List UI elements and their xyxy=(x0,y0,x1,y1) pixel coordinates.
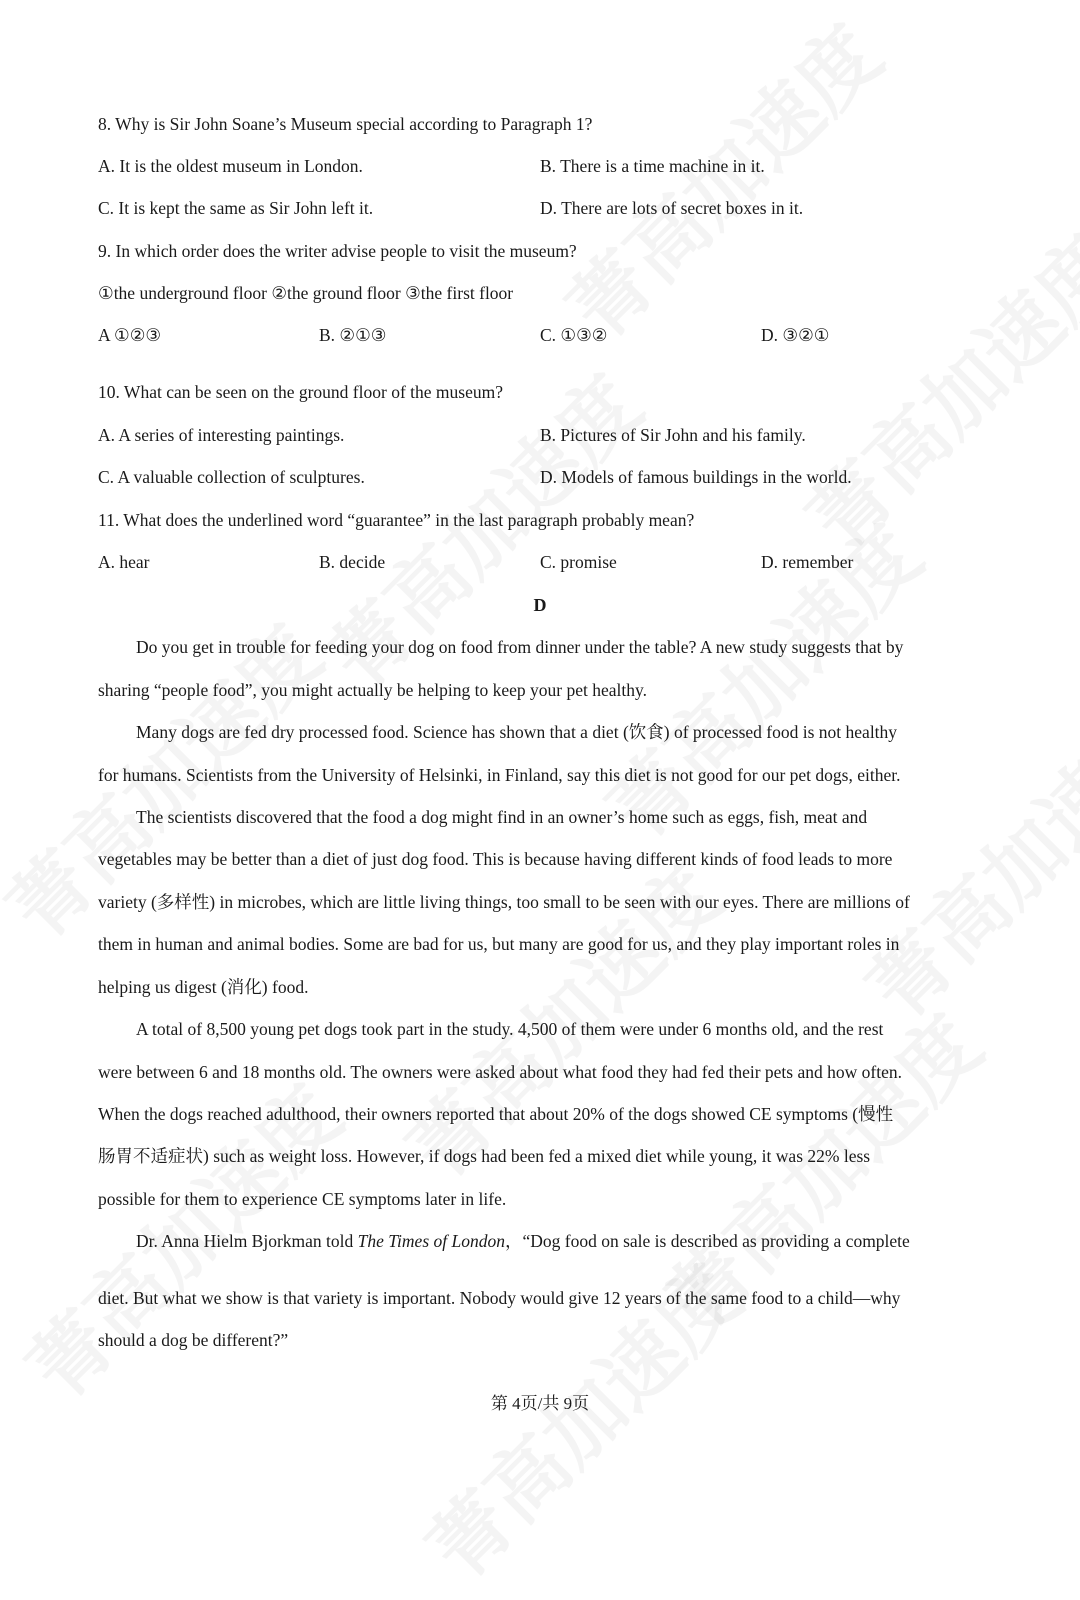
q9-option-d: D. ③②① xyxy=(761,325,830,345)
passage-line: variety (多样性) in microbes, which are little living things, too small to be seen with our eyes. There are millions of xyxy=(98,892,910,912)
passage-line: vegetables may be better than a diet of just dog food. This is because having different kinds of food leads to more xyxy=(98,849,893,869)
q8-option-a: A. It is the oldest museum in London. xyxy=(98,156,363,176)
q9-option-b: B. ②①③ xyxy=(319,325,387,345)
q9-option-c: C. ①③② xyxy=(540,325,608,345)
passage-line: 肠胃不适症状) such as weight loss. However, if dogs had been fed a mixed diet while young, it was 22% less xyxy=(98,1146,871,1166)
question-10-stem: 10. What can be seen on the ground floor of the museum? xyxy=(98,382,503,402)
q11-option-a: A. hear xyxy=(98,552,150,572)
passage-line: When the dogs reached adulthood, their owners reported that about 20% of the dogs showed CE symptoms (慢性 xyxy=(98,1104,894,1124)
passage-line: sharing “people food”, you might actually be helping to keep your pet healthy. xyxy=(98,680,647,700)
passage-line: possible for them to experience CE symptoms later in life. xyxy=(98,1189,507,1209)
q8-option-d: D. There are lots of secret boxes in it. xyxy=(540,198,804,218)
passage-line: A total of 8,500 young pet dogs took part in the study. 4,500 of them were under 6 months old, and the rest xyxy=(136,1019,884,1039)
passage-line: Many dogs are fed dry processed food. Science has shown that a diet (饮食) of processed food is not healthy xyxy=(136,722,898,742)
passage-line: should a dog be different?” xyxy=(98,1330,289,1350)
question-9-items: ①the underground floor ②the ground floor ③the first floor xyxy=(98,283,514,303)
page-number: 第 4页/共 9页 xyxy=(490,1394,590,1413)
passage-line: were between 6 and 18 months old. The owners were asked about what food they had fed their pets and how often. xyxy=(98,1062,902,1082)
q9-option-a: A ①②③ xyxy=(98,325,162,345)
passage-text: Dr. Anna Hielm Bjorkman told xyxy=(136,1231,358,1251)
q10-option-a: A. A series of interesting paintings. xyxy=(98,425,345,445)
question-9-stem: 9. In which order does the writer advise people to visit the museum? xyxy=(98,241,577,261)
passage-text: ，“Dog food on sale is described as providing a complete xyxy=(504,1231,910,1251)
passage-line: for humans. Scientists from the University of Helsinki, in Finland, say this diet is not good for our pet dogs, either. xyxy=(98,765,901,785)
newspaper-title: The Times of London xyxy=(357,1231,505,1251)
q11-option-c: C. promise xyxy=(540,552,617,572)
passage-line: them in human and animal bodies. Some are bad for us, but many are good for us, and they play important roles in xyxy=(98,934,900,954)
q11-option-b: B. decide xyxy=(319,552,386,572)
passage-line-quote xyxy=(136,1229,910,1253)
q8-option-c: C. It is kept the same as Sir John left it. xyxy=(98,198,374,218)
section-title: D xyxy=(533,595,547,615)
passage-line: The scientists discovered that the food a dog might find in an owner’s home such as eggs, fish, meat and xyxy=(136,807,868,827)
q10-option-c: C. A valuable collection of sculptures. xyxy=(98,467,365,487)
passage-line: Do you get in trouble for feeding your dog on food from dinner under the table? A new study suggests that by xyxy=(136,637,904,657)
question-11-stem: 11. What does the underlined word “guarantee” in the last paragraph probably mean? xyxy=(98,510,695,530)
q10-option-d: D. Models of famous buildings in the world. xyxy=(540,467,852,487)
q10-option-b: B. Pictures of Sir John and his family. xyxy=(540,425,806,445)
passage-line: helping us digest (消化) food. xyxy=(98,977,309,997)
watermark xyxy=(538,0,902,360)
watermark xyxy=(778,205,1080,569)
question-8-stem: 8. Why is Sir John Soane’s Museum special according to Paragraph 1? xyxy=(98,114,593,134)
passage-line: diet. But what we show is that variety is important. Nobody would give 12 years of the same food to a child—why xyxy=(98,1288,901,1308)
q11-option-d: D. remember xyxy=(761,552,854,572)
q8-option-b: B. There is a time machine in it. xyxy=(540,156,765,176)
